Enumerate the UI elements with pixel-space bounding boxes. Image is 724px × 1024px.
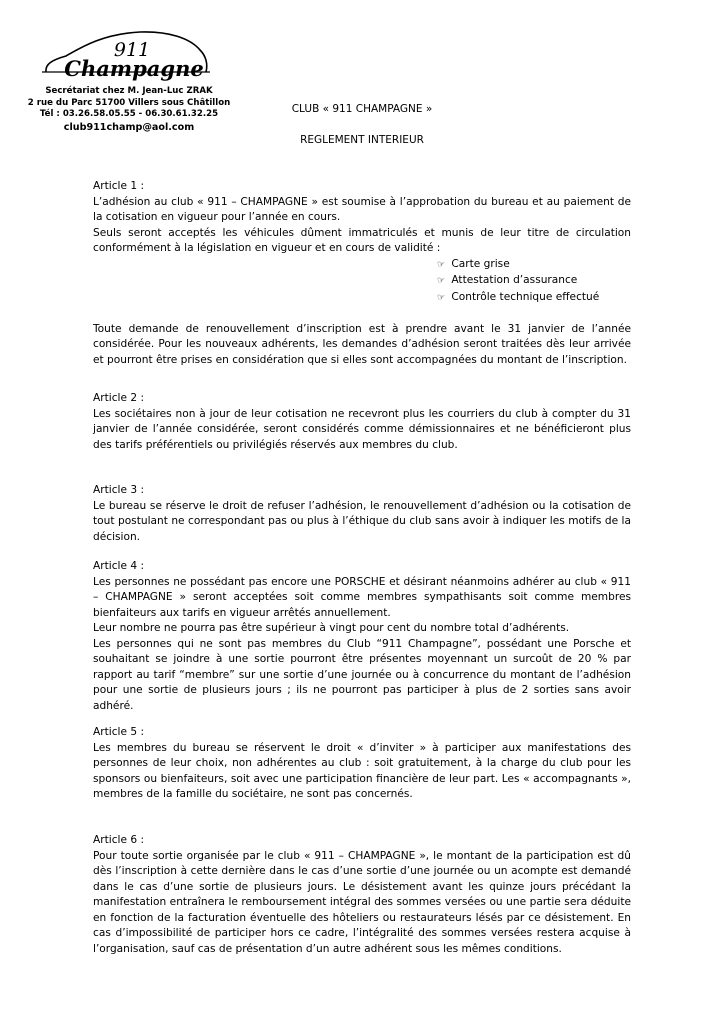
- article-6: [93, 833, 631, 957]
- list-item: ☞ Contrôle technique effectué: [437, 290, 631, 307]
- article-paragraph: Les membres du bureau se réservent le droit « d’inviter » à participer aux manifestations des personnes de leur choix, non adhérentes au club : soit gratuitement, à la charge du club pour les sponsors ou bienfaiteurs, soit avec une participation financière de leur part. Les « accompagnants », membres de la famille du sociétaire, ne sont pas concernés.: [93, 741, 631, 800]
- article-heading: Article 6 :: [93, 834, 145, 846]
- logo-number: 911: [113, 39, 151, 61]
- list-item: ☞ Attestation d’assurance: [437, 273, 631, 290]
- pointing-hand-icon: ☞: [437, 292, 446, 303]
- address-line: 2 rue du Parc 51700 Villers sous Châtillon: [27, 97, 231, 108]
- article-3: [93, 483, 631, 545]
- article-paragraph: Toute demande de renouvellement d’inscription est à prendre avant le 31 janvier de l’année considérée. Pour les nouveaux adhérents, les demandes d’adhésion seront traitées dès leur arrivée et pourront être prises en considération que si elles sont accompagnées du montant de l’inscription.: [93, 322, 631, 366]
- address-block: [0, 86, 258, 133]
- document-title: CLUB « 911 CHAMPAGNE »: [291, 103, 433, 115]
- article-4: [93, 559, 631, 714]
- email-address: club911champ@aol.com: [63, 121, 195, 133]
- article-heading: Article 2 :: [93, 392, 145, 404]
- document-list: [93, 257, 631, 307]
- club-logo: [40, 26, 212, 84]
- article-heading: Article 1 :: [93, 180, 145, 192]
- article-1: [93, 179, 631, 368]
- pointing-hand-icon: ☞: [437, 276, 446, 286]
- address-line: Tél : 03.26.58.05.55 - 06.30.61.32.25: [39, 109, 219, 119]
- article-paragraph: Seuls seront acceptés les véhicules dûment immatriculés et munis de leur titre de circulation conformément à la législation en vigueur et en cours de validité :: [93, 226, 631, 254]
- document-subtitle: REGLEMENT INTERIEUR: [300, 134, 424, 146]
- address-line: Secrétariat chez M. Jean-Luc ZRAK: [45, 86, 213, 96]
- pointing-hand-icon: ☞: [437, 259, 446, 270]
- logo-name: Champagne: [64, 56, 204, 81]
- article-heading: Article 3 :: [93, 484, 145, 496]
- article-heading: Article 4 :: [93, 560, 145, 572]
- article-heading: Article 5 :: [93, 726, 145, 738]
- article-paragraph: Leur nombre ne pourra pas être supérieur à vingt pour cent du nombre total d’adhérents.: [93, 622, 570, 634]
- article-paragraph: Les sociétaires non à jour de leur cotisation ne recevront plus les courriers du club à compter du 31 janvier de l’année considérée, seront considérés comme démissionnaires et ne bénéficieront plus des tarifs préférentiels ou privilégiés réservés aux membres du club.: [93, 407, 631, 451]
- list-item: ☞ Carte grise: [437, 257, 631, 274]
- article-2: [93, 391, 631, 453]
- article-paragraph: Pour toute sortie organisée par le club « 911 – CHAMPAGNE », le montant de la participation est dû dès l’inscription à cette dernière dans le cas d’une sortie d’une journée ou un acompte est demandé dans le cas d’une sortie de plusieurs jours. Le désistement avant les quinze jours précédant la manifestation entraînera le remboursement intégral des sommes versées ou une partie sera déduite en fonction de la facturation éventuelle des hôteliers ou restaurateurs lésés par ce désistement. En cas d’impossibilité de participer hors ce cadre, l’intégralité des sommes versées restera acquise à l’organisation, sauf cas de présentation d’un autre adhérent sous les mêmes conditions.: [93, 849, 631, 955]
- article-paragraph: Le bureau se réserve le droit de refuser l’adhésion, le renouvellement d’adhésion ou la cotisation de tout postulant ne correspondant pas ou plus à l’éthique du club sans avoir à indiquer les motifs de la décision.: [93, 499, 631, 543]
- article-paragraph: Les personnes qui ne sont pas membres du Club “911 Champagne”, possédant une Porsche et souhaitant se joindre à une sortie pourront être présentes moyennant un surcoût de 20 % par rapport au tarif “membre” sur une sortie d’une journée ou à concurrence du montant de l’adhésion pour une sortie de plusieurs jours ; ils ne pourront pas participer à plus de 2 sorties sans avoir adhéré.: [93, 637, 631, 712]
- article-5: [93, 725, 631, 803]
- article-paragraph: Les personnes ne possédant pas encore une PORSCHE et désirant néanmoins adhérer au club « 911 – CHAMPAGNE » seront acceptées soit comme membres sympathisants soit comme membres bienfaiteurs aux tarifs en vigueur arrêtés annuellement.: [93, 575, 631, 619]
- article-paragraph: L’adhésion au club « 911 – CHAMPAGNE » est soumise à l’approbation du bureau et au paiement de la cotisation en vigueur pour l’année en cours.: [93, 195, 631, 223]
